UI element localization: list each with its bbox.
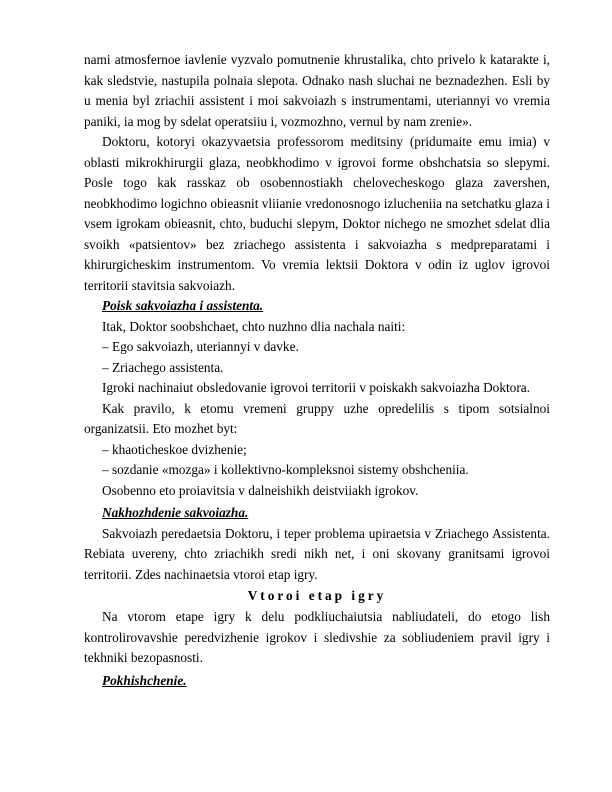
paragraph-second-stage: Na vtorom etape igry k delu podkliuchaiutsia nabliudateli, do etogo lish kontrolirovavshie peredvizhenie igrokov i sledivshie za sobliudeniem pravil igry i tekhniki bezopasnosti. xyxy=(84,609,550,665)
paragraph-doctor-says: Itak, Doktor soobshchaet, chto nuzhno dlia nachala naiti: xyxy=(102,318,406,334)
heading-search-bag: Poisk sakvoiazha i assistenta. xyxy=(102,298,264,313)
heading-kidnapping: Pokhishchenie. xyxy=(102,672,187,688)
paragraph-bag-passed: Sakvoiazh peredaetsia Doktoru, i teper problema upiraetsia v Zriachego Assistenta. Rebiata uvereny, chto zriachikh sredi nikh net, i oni skovany granitsami igrovoi territorii. Zdes nachinaetsia vtoroi etap igry. xyxy=(84,525,550,582)
list-item-brain: – sozdanie «mozga» i kollektivno-kompleksnoi sistemy obshcheniia. xyxy=(102,462,469,477)
paragraph-intro-continuation: nami atmosfernoe iavlenie vyzvalo pomutnenie khrustalika, chto privelo k katarakte i, kak sledstvie, nastupila polnaia slepota. Odnako nash sluchai ne beznadezhen. Esli by u menia byl zriachii assistent i moi sakvoiazh s instrumentami, uteriannyi vo vremia paniki, ia mog by sdelat operatsiiu i, vozmozhno, vernul by nam zrenie». xyxy=(84,52,550,129)
paragraph-doctor-role: Doktoru, kotoryi okazyvaetsia professorom meditsiny (pridumaite emu imia) v oblasti mikrokhirurgii glaza, neobkhodimo v igrovoi forme obshchatsia so slepymi. Posle togo kak rasskaz ob osobennostiakh chelovecheskogo glaza zavershen, neobkhodimo logichno obieasnit vliianie vredonosnogo izlucheniia na setchatku glaza i vsem igrokam obieasnit, chto, buduchi slepym, Doktor nichego ne smozhet sdelat dlia svoikh «patsientov» bez zriachego assistenta i sakvoiazha s medpreparatami i khirurgicheskim instrumentom. Vo vremia lektsii Doktora v odin iz uglov igrovoi territorii stavitsia sakvoiazh. xyxy=(84,134,550,293)
list-item-assistant: – Zriachego assistenta. xyxy=(102,359,224,375)
list-item-chaotic: – khaoticheskoe dvizhenie; xyxy=(102,441,247,457)
paragraph-especially: Osobenno eto proiavitsia v dalneishikh deistviiakh igrokov. xyxy=(102,482,419,498)
paragraph-players-search: Igroki nachinaiut obsledovanie igrovoi territorii v poiskakh sakvoiazha Doktora. xyxy=(102,380,530,395)
paragraph-social-organization: Kak pravilo, k etomu vremeni gruppy uzhe opredelilis s tipom sotsialnoi organizatsii. Eto mozhet byt: xyxy=(84,400,550,436)
heading-bag-found: Nakhozhdenie sakvoiazha. xyxy=(102,505,249,520)
document-page xyxy=(84,50,550,691)
section-title-second-stage: Vtoroi etap igry xyxy=(247,588,387,603)
list-item-bag: – Ego sakvoiazh, uteriannyi v davke. xyxy=(102,339,299,354)
